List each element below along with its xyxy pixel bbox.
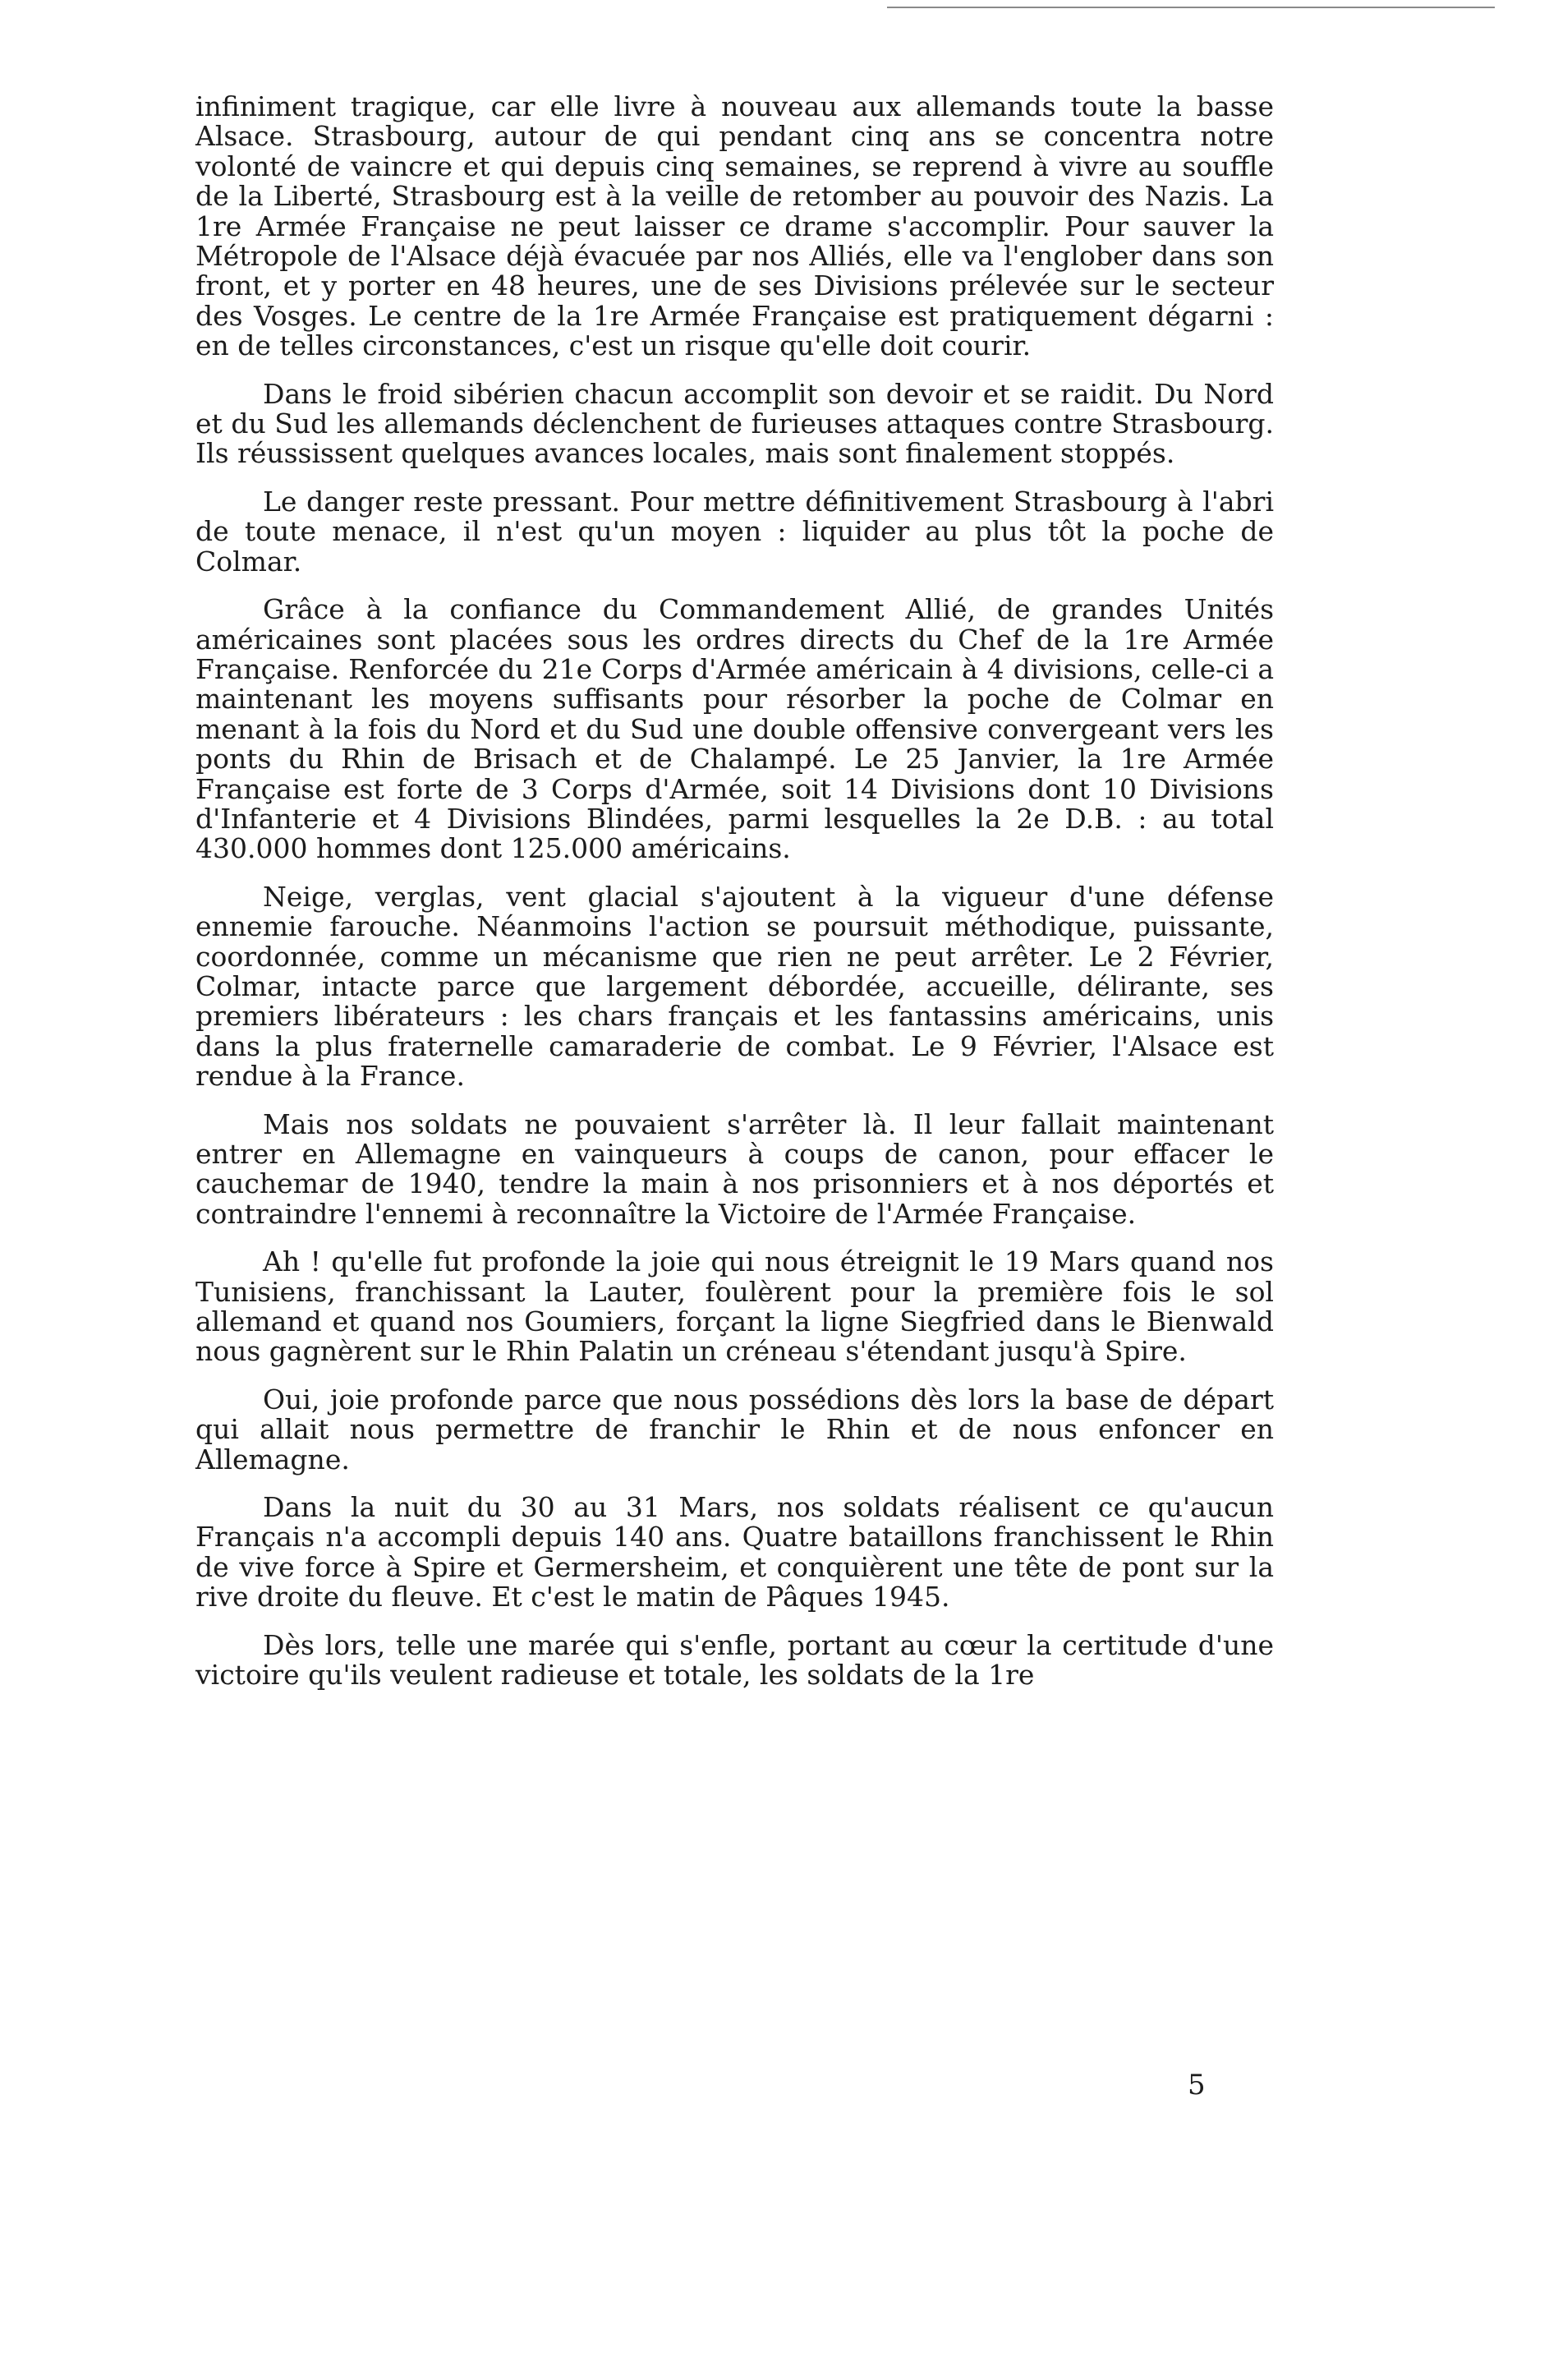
top-edge-rule [887, 7, 1495, 8]
paragraph: Le danger reste pressant. Pour mettre définitivement Strasbourg à l'abri de toute menace, il n'est qu'un moyen : liquider au plus tôt la poche de Colmar. [195, 485, 1274, 578]
paragraph: infiniment tragique, car elle livre à nouveau aux allemands toute la basse Alsace. Strasbourg, autour de qui pendant cinq ans se concentra notre volonté de vaincre et qui depuis cinq semaines, se reprend à vivre au souffle de la Liberté, Strasbourg est à la veille de retomber au pouvoir des Nazis. La 1re Armée Française ne peut laisser ce drame s'accomplir. Pour sauver la Métropole de l'Alsace déjà évacuée par nos Alliés, elle va l'englober dans son front, et y porter en 48 heures, une de ses Divisions prélevée sur le secteur des Vosges. Le centre de la 1re Armée Française est pratiquement dégarni : en de telles circonstances, c'est un risque qu'elle doit courir. [195, 90, 1274, 362]
page-number: 5 [1188, 2069, 1206, 2101]
paragraph: Dans la nuit du 30 au 31 Mars, nos soldats réalisent ce qu'aucun Français n'a accompli depuis 140 ans. Quatre bataillons franchissent le Rhin de vive force à Spire et Germersheim, et conquièrent une tête de pont sur la rive droite du fleuve. Et c'est le matin de Pâques 1945. [195, 1491, 1274, 1614]
paragraph: Grâce à la confiance du Commandement Allié, de grandes Unités américaines sont placées sous les ordres directs du Chef de la 1re Armée Française. Renforcée du 21e Corps d'Armée américain à 4 divisions, celle-ci a maintenant les moyens suffisants pour résorber la poche de Colmar en menant à la fois du Nord et du Sud une double offensive convergeant vers les ponts du Rhin de Brisach et de Chalampé. Le 25 Janvier, la 1re Armée Française est forte de 3 Corps d'Armée, soit 14 Divisions dont 10 Divisions d'Infanterie et 4 Divisions Blindées, parmi lesquelles la 2e D.B. : au total 430.000 hommes dont 125.000 américains. [195, 593, 1274, 865]
paragraph: Dans le froid sibérien chacun accomplit son devoir et se raidit. Du Nord et du Sud les allemands déclenchent de furieuses attaques contre Strasbourg. Ils réussissent quelques avances locales, mais sont finalement stoppés. [195, 377, 1274, 470]
paragraph: Neige, verglas, vent glacial s'ajoutent à la vigueur d'une défense ennemie farouche. Néanmoins l'action se poursuit méthodique, puissante, coordonnée, comme un mécanisme que rien ne peut arrêter. Le 2 Février, Colmar, intacte parce que largement débordée, accueille, délirante, ses premiers libérateurs : les chars français et les fantassins américains, unis dans la plus fraternelle camaraderie de combat. Le 9 Février, l'Alsace est rendue à la France. [195, 880, 1274, 1093]
paragraph: Ah ! qu'elle fut profonde la joie qui nous étreignit le 19 Mars quand nos Tunisiens, franchissant la Lauter, foulèrent pour la première fois le sol allemand et quand nos Goumiers, forçant la ligne Siegfried dans le Bienwald nous gagnèrent sur le Rhin Palatin un créneau s'étendant jusqu'à Spire. [195, 1245, 1274, 1368]
document-page [195, 92, 1274, 2302]
paragraph: Dès lors, telle une marée qui s'enfle, portant au cœur la certitude d'une victoire qu'ils veulent radieuse et totale, les soldats de la 1re [195, 1628, 1274, 1692]
body-text [195, 92, 1274, 1691]
paragraph: Oui, joie profonde parce que nous possédions dès lors la base de départ qui allait nous permettre de franchir le Rhin et de nous enfoncer en Allemagne. [195, 1383, 1274, 1475]
paragraph: Mais nos soldats ne pouvaient s'arrêter là. Il leur fallait maintenant entrer en Allemagne en vainqueurs à coups de canon, pour effacer le cauchemar de 1940, tendre la main à nos prisonniers et à nos déportés et contraindre l'ennemi à reconnaître la Victoire de l'Armée Française. [195, 1107, 1274, 1230]
